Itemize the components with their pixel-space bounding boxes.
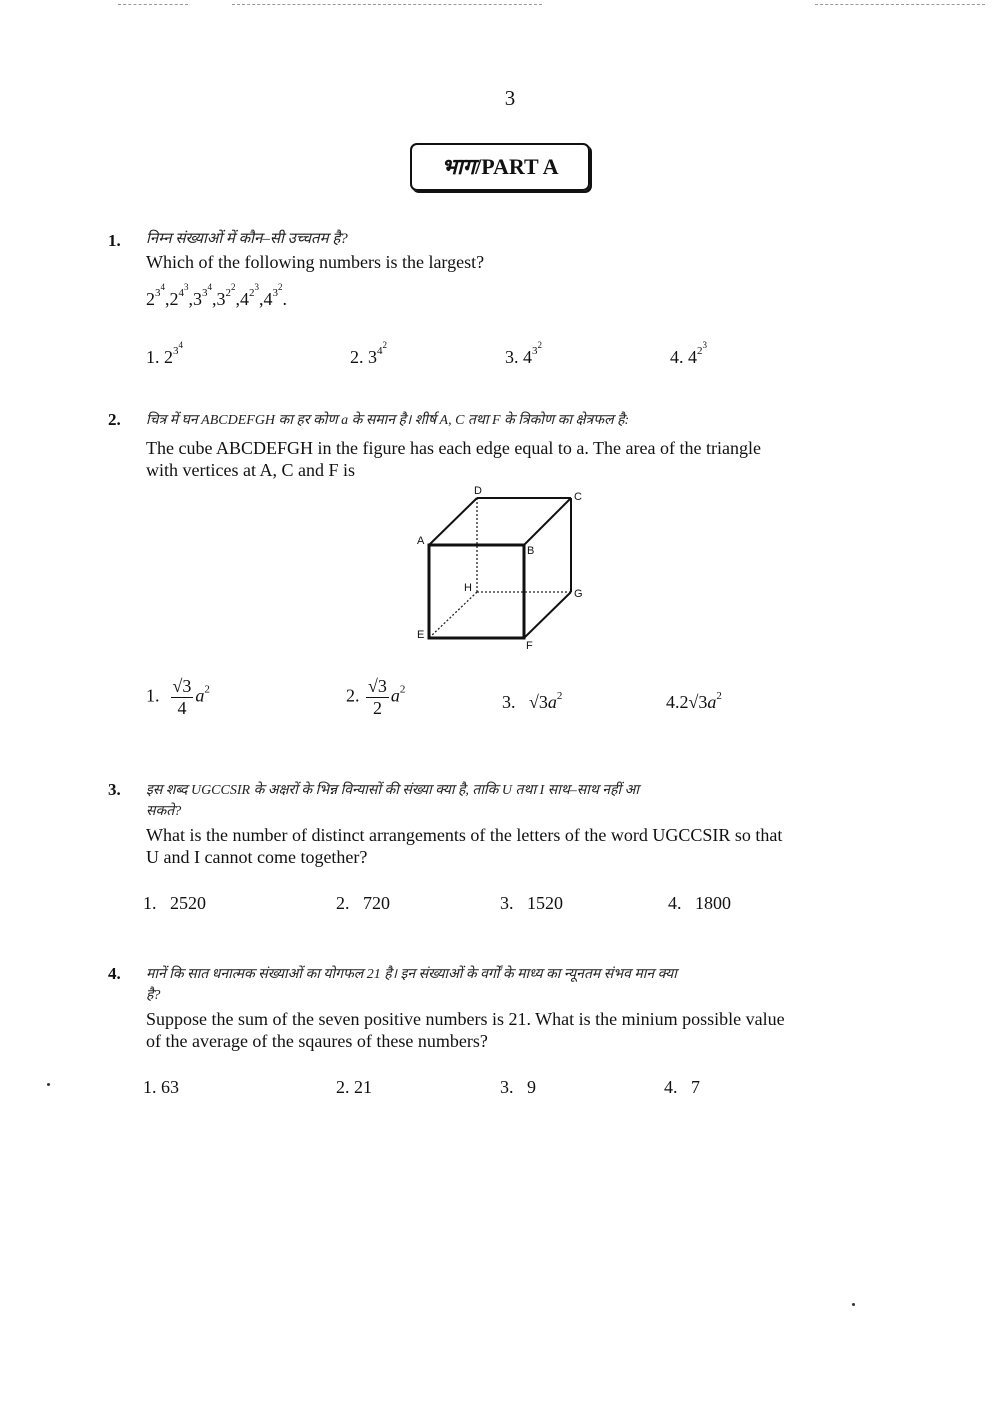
q2-option-1[interactable]: 1. $\frac{√3}{4}$ $a^2$ (146, 676, 210, 718)
q2-option-2[interactable]: 2. $\frac{√3}{2}$ $a^2$ (346, 676, 406, 718)
vertex-label-f: F (526, 640, 533, 652)
option-2[interactable]: 2. 21 (336, 1077, 372, 1097)
scan-line (815, 4, 985, 5)
question-hindi-line1: मानें कि सात धनात्मक संख्याओं का योगफल 21 है। इन संख्याओं के वर्गों के माध्य का न्यूनतम संभव मान क्या (146, 967, 677, 982)
option-4[interactable]: 4. 1800 (668, 893, 731, 913)
question-english-line2: with vertices at A, C and F is (146, 460, 355, 480)
number-list: $2^{3^4},2^{4^3},3^{3^4},3^{2^2},4^{2^3},4^{3^2}$. (146, 282, 287, 309)
question-hindi: चित्र में घन ABCDEFGH का हर कोण a के समान है। शीर्ष A, C तथा F के त्रिकोण का क्षेत्रफल है: (146, 413, 630, 428)
vertex-label-g: G (574, 588, 583, 600)
option-3[interactable]: 3. 9 (500, 1077, 536, 1097)
question-english-line2: U and I cannot come together? (146, 847, 368, 867)
option-4[interactable]: 4. $4^{2^3}$ (670, 340, 707, 367)
vertex-label-a: A (417, 535, 425, 547)
question-english: Which of the following numbers is the largest? (146, 252, 485, 272)
question-english-line2: of the average of the sqaures of these numbers? (146, 1031, 488, 1051)
question-number: 2. (108, 410, 121, 429)
question-english-line1: Suppose the sum of the seven positive numbers is 21. What is the minium possible value (146, 1009, 785, 1029)
question-number: 4. (108, 964, 121, 983)
option-1[interactable]: 1. $2^{3^4}$ (146, 340, 183, 367)
question-hindi-line2: है? (146, 988, 161, 1003)
part-header (410, 143, 590, 191)
question-english-line1: What is the number of distinct arrangements of the letters of the word UGCCSIR so that (146, 825, 783, 845)
question-hindi-line2: सकते? (146, 804, 182, 819)
q2-option-3[interactable]: 3. $√3a^2$ (502, 690, 563, 712)
q2-option-4[interactable]: $4.2√3a^2$ (666, 690, 722, 712)
cube-figure (405, 480, 605, 660)
question-number: 1. (108, 231, 121, 250)
cube-hidden-edge (429, 592, 477, 638)
option-3[interactable]: 3. 1520 (500, 893, 563, 913)
cube-edge (524, 592, 571, 638)
page-number: 3 (504, 86, 516, 110)
option-1[interactable]: 1. 2520 (143, 893, 206, 913)
question-hindi: निम्न संख्याओं में कौन–सी उच्चतम है? (146, 231, 348, 247)
cube-edge (524, 498, 571, 545)
vertex-label-e: E (417, 629, 425, 641)
vertex-label-d: D (474, 485, 482, 497)
vertex-label-b: B (527, 545, 535, 557)
vertex-label-c: C (574, 491, 582, 503)
option-3[interactable]: 3. $4^{3^2}$ (505, 340, 542, 367)
part-header-hindi: भाग (441, 154, 476, 179)
option-2[interactable]: 2. $3^{4^2}$ (350, 340, 387, 367)
question-english-line1: The cube ABCDEFGH in the figure has each edge equal to a. The area of the triangle (146, 438, 761, 458)
scan-line (232, 4, 542, 5)
question-hindi-line1: इस शब्द UGCCSIR के अक्षरों के भिन्न विन्यासों की संख्या क्या है, ताकि U तथा I साथ–साथ नहीं आ (146, 783, 639, 798)
option-1[interactable]: 1. 63 (143, 1077, 179, 1097)
cube-edge (429, 498, 477, 545)
option-4[interactable]: 4. 7 (664, 1077, 700, 1097)
question-number: 3. (108, 780, 121, 799)
vertex-label-h: H (464, 582, 472, 594)
part-header-english: /PART A (475, 154, 559, 179)
scan-line (118, 4, 188, 5)
option-2[interactable]: 2. 720 (336, 893, 390, 913)
scan-speck (852, 1303, 855, 1306)
scan-speck (47, 1083, 50, 1086)
